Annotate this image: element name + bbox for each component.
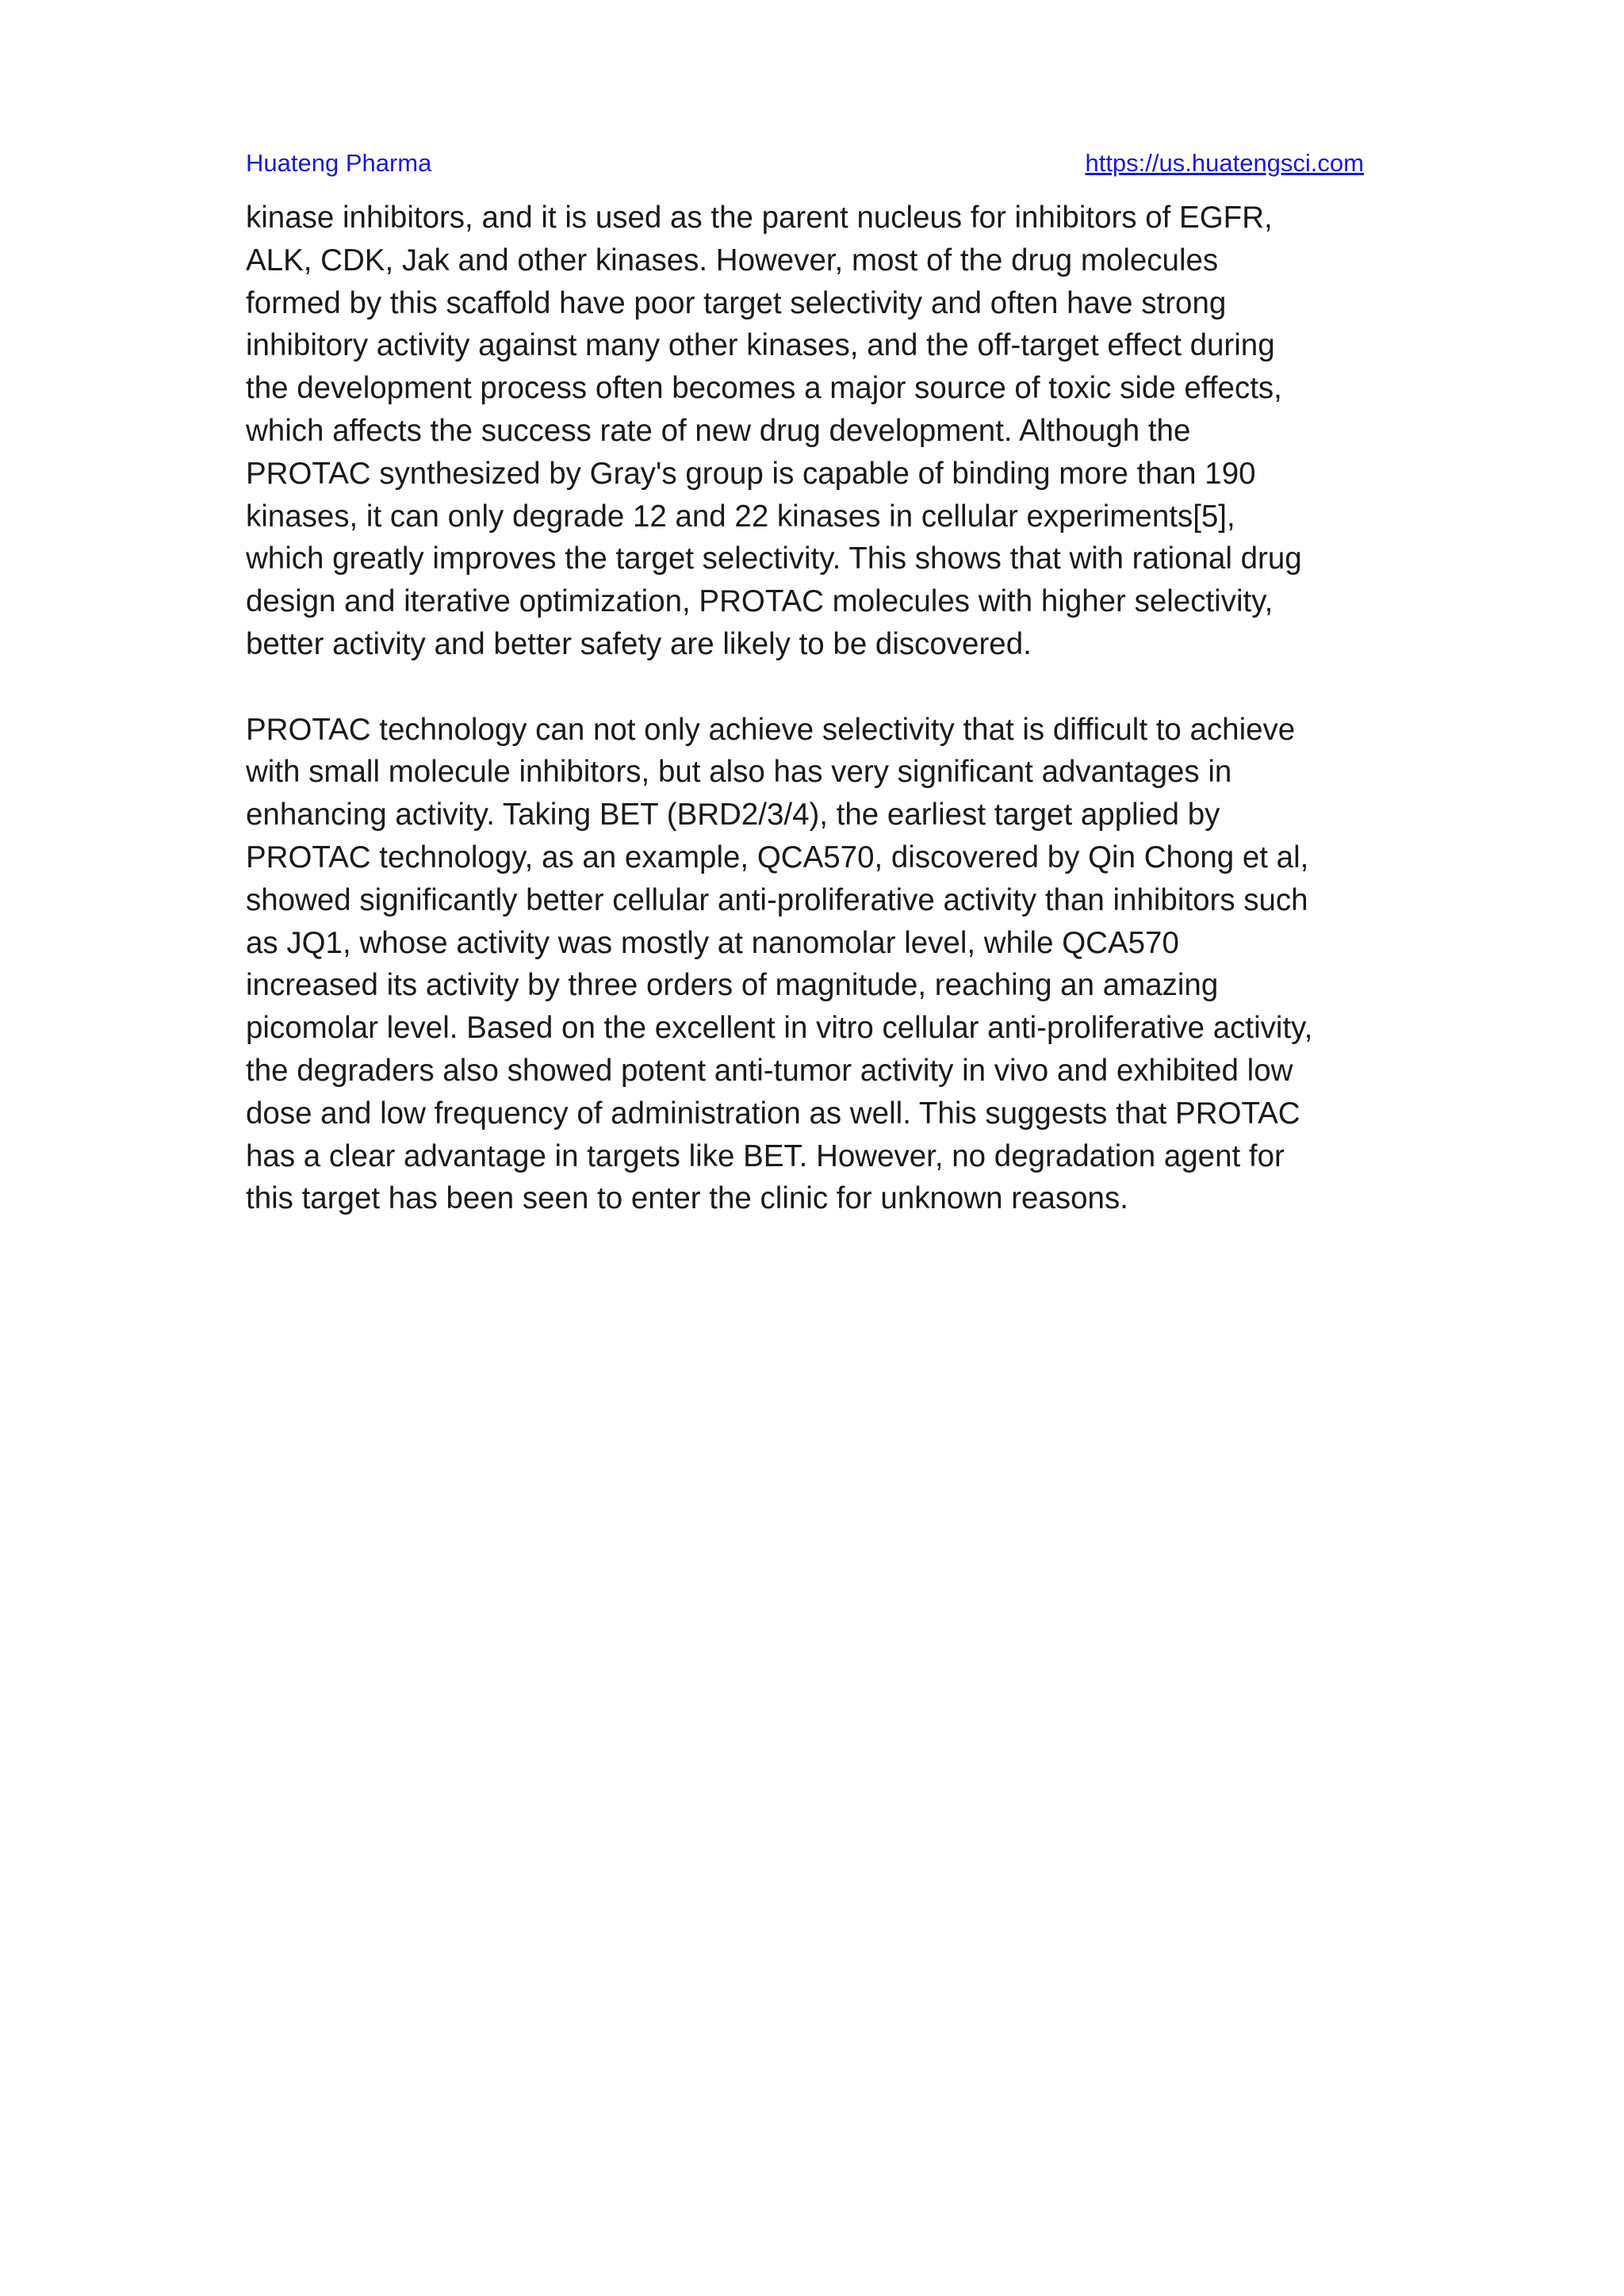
page-header bbox=[246, 149, 1364, 184]
paragraph: PROTAC technology can not only achieve selectivity that is difficult to achieve with small molecule inhibitors, but also has very significant advantages in enhancing activity. Taking BET (BRD2/3/4), the earliest target applied by PROTAC technology, as an example, QCA570, discovered by Qin Chong et al, showed significantly better cellular anti-proliferative activity than inhibitors such as JQ1, whose activity was mostly at nanomolar level, while QCA570 increased its activity by three orders of magnitude, reaching an amazing picomolar level. Based on the excellent in vitro cellular anti-proliferative activity, the degraders also showed potent anti-tumor activity in vivo and exhibited low dose and low frequency of administration as well. This suggests that PROTAC has a clear advantage in targets like BET. However, no degradation agent for this target has been seen to enter the clinic for unknown reasons. bbox=[246, 712, 1313, 1216]
website-link[interactable]: https://us.huatengsci.com bbox=[1085, 149, 1364, 177]
body-text bbox=[246, 197, 1388, 1220]
paragraph: kinase inhibitors, and it is used as the parent nucleus for inhibitors of EGFR, ALK, CDK, Jak and other kinases. However, most of the drug molecules formed by this scaffold have poor target selectivity and often have strong inhibitory activity against many other kinases, and the off-target effect during the development process often becomes a major source of toxic side effects, which affects the success rate of new drug development. Although the PROTAC synthesized by Gray's group is capable of binding more than 190 kinases, it can only degrade 12 and 22 kinases in cellular experiments[5], which greatly improves the target selectivity. This shows that with rational drug design and iterative optimization, PROTAC molecules with higher selectivity, better activity and better safety are likely to be discovered. bbox=[246, 201, 1302, 661]
company-name: Huateng Pharma bbox=[246, 149, 432, 177]
